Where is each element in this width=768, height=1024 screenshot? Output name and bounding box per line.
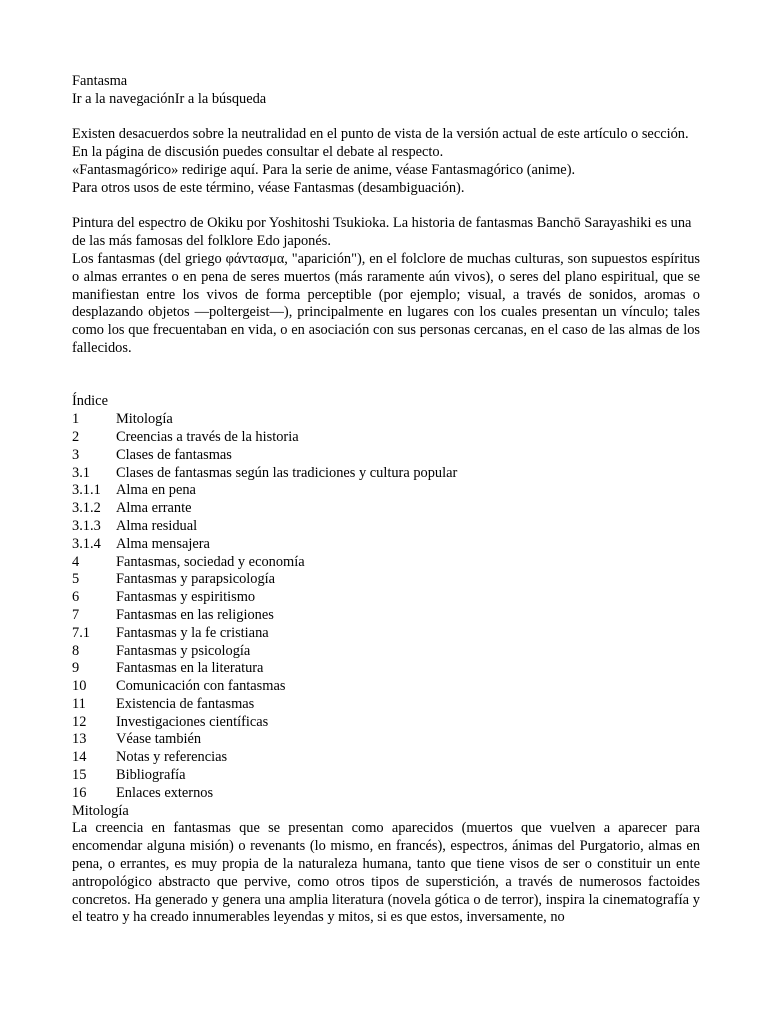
toc-item-number: 16 (72, 784, 87, 801)
toc-item-label[interactable]: Fantasmas, sociedad y economía (116, 553, 305, 570)
toc-item-number: 10 (72, 678, 87, 695)
toc-item[interactable] (72, 749, 700, 767)
toc-item[interactable] (72, 643, 700, 661)
toc-item-number: 8 (72, 642, 80, 659)
toc-item-label[interactable]: Mitología (116, 411, 173, 428)
table-of-contents (72, 411, 700, 803)
toc-item-number: 3.1.1 (72, 482, 101, 499)
toc-item-number: 3.1.4 (72, 535, 101, 552)
image-caption: Pintura del espectro de Okiku por Yoshitoshi Tsukioka. La historia de fantasmas Banchō Sarayashiki es una de las más famosas del folklore Edo japonés. (72, 215, 692, 250)
toc-item-number: 12 (72, 713, 87, 730)
toc-item-number: 13 (72, 731, 87, 748)
toc-item[interactable] (72, 589, 700, 607)
toc-item-label[interactable]: Fantasmas y espiritismo (116, 589, 256, 606)
toc-item-label[interactable]: Clases de fantasmas según las tradiciones y cultura popular (116, 464, 458, 481)
skip-links (72, 91, 700, 109)
toc-item[interactable] (72, 660, 700, 678)
toc-item-label[interactable]: Fantasmas y la fe cristiana (116, 624, 269, 641)
toc-item-label[interactable]: Alma errante (116, 500, 192, 517)
toc-item[interactable] (72, 500, 700, 518)
toc-item-label[interactable]: Fantasmas y psicología (116, 642, 251, 659)
toc-item-number: 6 (72, 589, 80, 606)
toc-item[interactable] (72, 696, 700, 714)
toc-item-number: 4 (72, 553, 80, 570)
toc-item-label[interactable]: Investigaciones científicas (116, 713, 269, 730)
toc-item-label[interactable]: Véase también (116, 731, 202, 748)
disambiguation-notice: Para otros usos de este término, véase Fantasmas (desambiguación). (72, 179, 465, 196)
toc-item-label[interactable]: Alma residual (116, 517, 198, 534)
spacer (72, 109, 700, 127)
toc-item-label[interactable]: Alma en pena (116, 482, 196, 499)
toc-item-label[interactable]: Notas y referencias (116, 749, 228, 766)
toc-item-label[interactable]: Clases de fantasmas (116, 446, 232, 463)
toc-item[interactable] (72, 411, 700, 429)
toc-item[interactable] (72, 785, 700, 803)
toc-item[interactable] (72, 429, 700, 447)
skip-to-navigation-link[interactable]: Ir a la navegación (72, 90, 175, 107)
section-heading: Mitología (72, 802, 129, 819)
toc-item[interactable] (72, 536, 700, 554)
toc-item-number: 14 (72, 749, 87, 766)
toc-item-number: 7.1 (72, 624, 90, 641)
toc-item[interactable] (72, 571, 700, 589)
toc-item[interactable] (72, 482, 700, 500)
toc-item-label[interactable]: Comunicación con fantasmas (116, 678, 286, 695)
toc-item-number: 1 (72, 411, 80, 428)
page-title: Fantasma (72, 73, 128, 89)
toc-item[interactable] (72, 465, 700, 483)
discussion-notice: En la página de discusión puedes consultar el debate al respecto. (72, 144, 444, 161)
toc-item[interactable] (72, 714, 700, 732)
toc-item[interactable] (72, 625, 700, 643)
toc-item-number: 9 (72, 660, 80, 677)
toc-item-number: 11 (72, 695, 86, 712)
toc-item[interactable] (72, 518, 700, 536)
toc-item[interactable] (72, 554, 700, 572)
toc-heading: Índice (72, 393, 108, 410)
toc-item-number: 5 (72, 571, 80, 588)
toc-item[interactable] (72, 678, 700, 696)
intro-paragraph: Los fantasmas (del griego φάντασμα, "aparición"), en el folclore de muchas culturas, son supuestos espíritus o almas errantes o en pena de seres muertos (más raramente aún vivos), o seres del plano espiritual, que se manifiestan entre los vivos de forma perceptible (por ejemplo; visual, a través de sonidos, aromas o desplazando objetos —poltergeist—), principalmente en lugares con los cuales presentan un vínculo; tales como los que frecuentaban en vida, o en asociación con sus personas cercanas, en el caso de las almas de los fallecidos. (72, 250, 700, 356)
toc-item-number: 3.1 (72, 464, 90, 481)
toc-item-number: 3 (72, 446, 80, 463)
toc-item-label[interactable]: Enlaces externos (116, 784, 214, 801)
toc-item-label[interactable]: Fantasmas en la literatura (116, 660, 264, 677)
toc-item[interactable] (72, 447, 700, 465)
redirect-notice: «Fantasmagórico» redirige aquí. Para la serie de anime, véase Fantasmagórico (anime). (72, 161, 576, 178)
skip-to-search-link[interactable]: Ir a la búsqueda (174, 90, 267, 107)
toc-item-number: 3.1.3 (72, 517, 101, 534)
document-page (72, 73, 700, 927)
section-body: La creencia en fantasmas que se presentan como aparecidos (muertos que vuelven a aparecer para encomendar alguna misión) o revenants (lo mismo, en francés), espectros, ánimas del Purgatorio, almas en pena, o errantes, es muy propia de la naturaleza humana, tanto que tiene visos de ser o constituir un ente antropológico abstracto que pervive, como otros tipos de superstición, a través de numerosos factoides concretos. Ha generado y genera una amplia literatura (novela gótica o de terror), inspira la cinematografía y el teatro y ha creado innumerables leyendas y mitos, si es que estos, inversamente, no (72, 820, 700, 926)
neutrality-notice: Existen desacuerdos sobre la neutralidad en el punto de vista de la versión actual de este artículo o sección. (72, 126, 689, 143)
toc-item-number: 7 (72, 606, 80, 623)
toc-item-label[interactable]: Fantasmas y parapsicología (116, 571, 276, 588)
toc-item-label[interactable]: Bibliografía (116, 767, 186, 784)
toc-item-number: 2 (72, 428, 80, 445)
toc-item-label[interactable]: Existencia de fantasmas (116, 695, 255, 712)
toc-item-number: 15 (72, 767, 87, 784)
toc-item[interactable] (72, 607, 700, 625)
spacer (72, 358, 700, 394)
toc-item-label[interactable]: Fantasmas en las religiones (116, 606, 274, 623)
spacer (72, 198, 700, 216)
toc-item-label[interactable]: Creencias a través de la historia (116, 428, 299, 445)
toc-item-label[interactable]: Alma mensajera (116, 535, 210, 552)
toc-item-number: 3.1.2 (72, 500, 101, 517)
toc-item[interactable] (72, 731, 700, 749)
toc-item[interactable] (72, 767, 700, 785)
